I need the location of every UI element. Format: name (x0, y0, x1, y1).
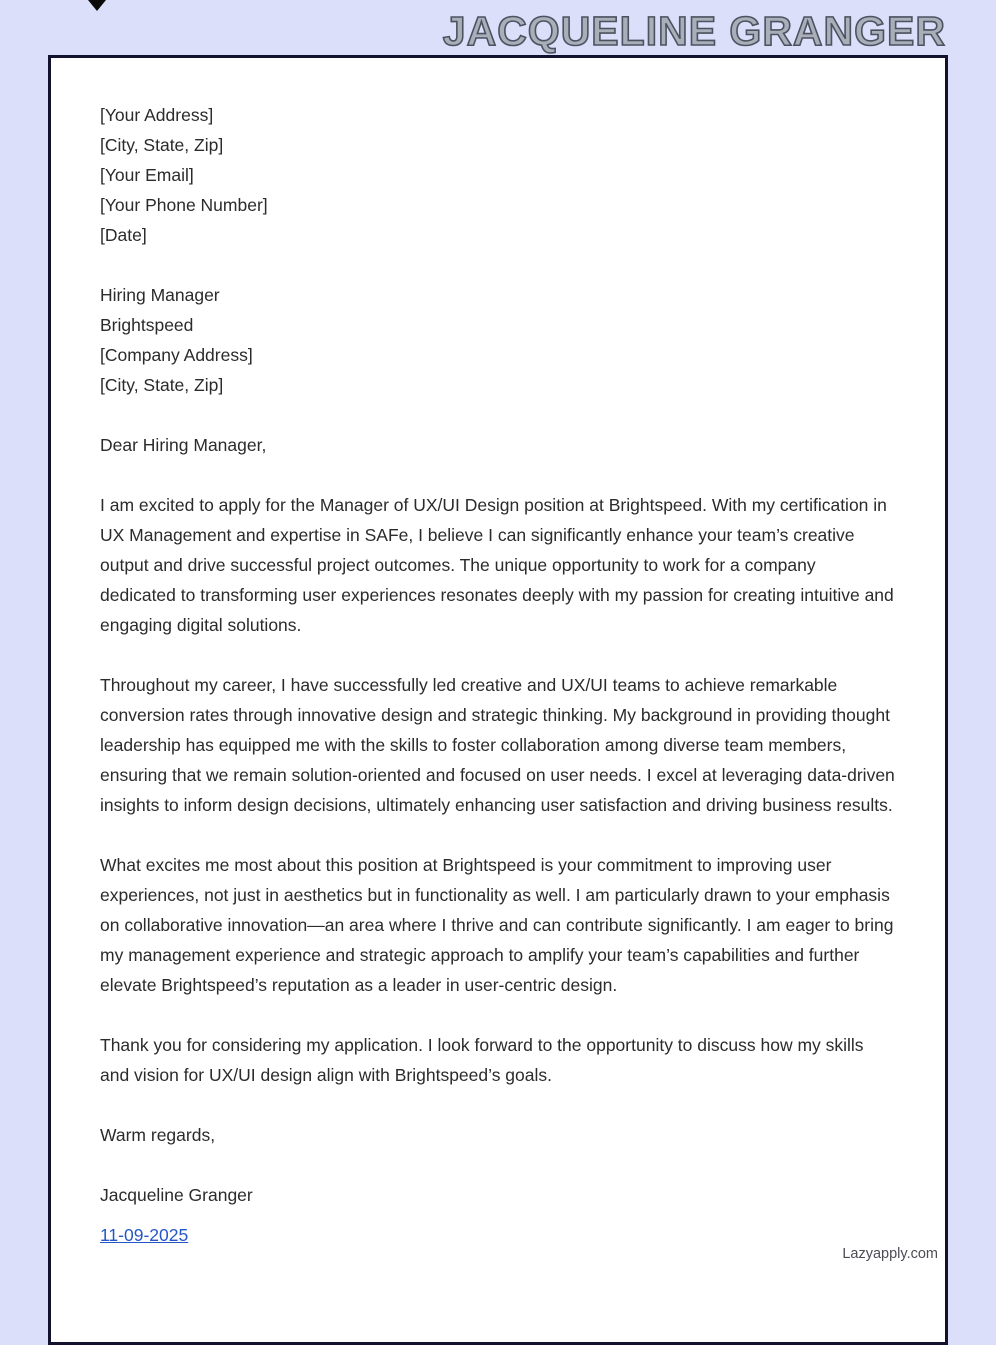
recipient-line: [Company Address] (100, 345, 253, 365)
body-paragraph: What excites me most about this position at Brightspeed is your commitment to improving user experiences, not just in aesthetics but in functionality as well. I am particularly drawn to your emphasis on collaborative innovation—an area where I thrive and can contribute significantly. I am eager to bring my management experience and strategic approach to amplify your team’s capabilities and further elevate Brightspeed’s reputation as a leader in user-centric design. (100, 855, 894, 995)
sender-address-line: [Your Phone Number] (100, 195, 268, 215)
recipient-line: [City, State, Zip] (100, 375, 224, 395)
body-paragraph: Thank you for considering my application. I look forward to the opportunity to discuss how my skills and vision for UX/UI design align with Brightspeed’s goals. (100, 1035, 864, 1085)
recipient-line: Brightspeed (100, 315, 194, 335)
sender-address-line: [Date] (100, 225, 147, 245)
cursor-artifact (88, 0, 106, 11)
date-link[interactable]: 11-09-2025 (100, 1225, 189, 1245)
letter-page (48, 55, 948, 1345)
watermark-link[interactable]: Lazyapply.com (842, 1246, 938, 1262)
body-paragraph: I am excited to apply for the Manager of UX/UI Design position at Brightspeed. With my certification in UX Management and expertise in SAFe, I believe I can significantly enhance your team’s creative output and drive successful project outcomes. The unique opportunity to work for a company dedicated to transforming user experiences resonates deeply with my passion for creating intuitive and engaging digital solutions. (100, 495, 894, 635)
closing: Warm regards, (100, 1125, 216, 1145)
recipient-address-block (100, 280, 895, 400)
sender-address-block (100, 100, 895, 250)
sender-address-line: [City, State, Zip] (100, 135, 224, 155)
signature: Jacqueline Granger (100, 1185, 253, 1205)
sender-address-line: [Your Address] (100, 105, 214, 125)
recipient-line: Hiring Manager (100, 285, 220, 305)
page-title: JACQUELINE GRANGER (442, 8, 946, 54)
salutation: Dear Hiring Manager, (100, 435, 267, 455)
sender-address-line: [Your Email] (100, 165, 194, 185)
body-paragraph: Throughout my career, I have successfully led creative and UX/UI teams to achieve remarkable conversion rates through innovative design and strategic thinking. My background in providing thought leadership has equipped me with the skills to foster collaboration among diverse team members, ensuring that we remain solution-oriented and focused on user needs. I excel at leveraging data-driven insights to inform design decisions, ultimately enhancing user satisfaction and driving business results. (100, 675, 895, 815)
